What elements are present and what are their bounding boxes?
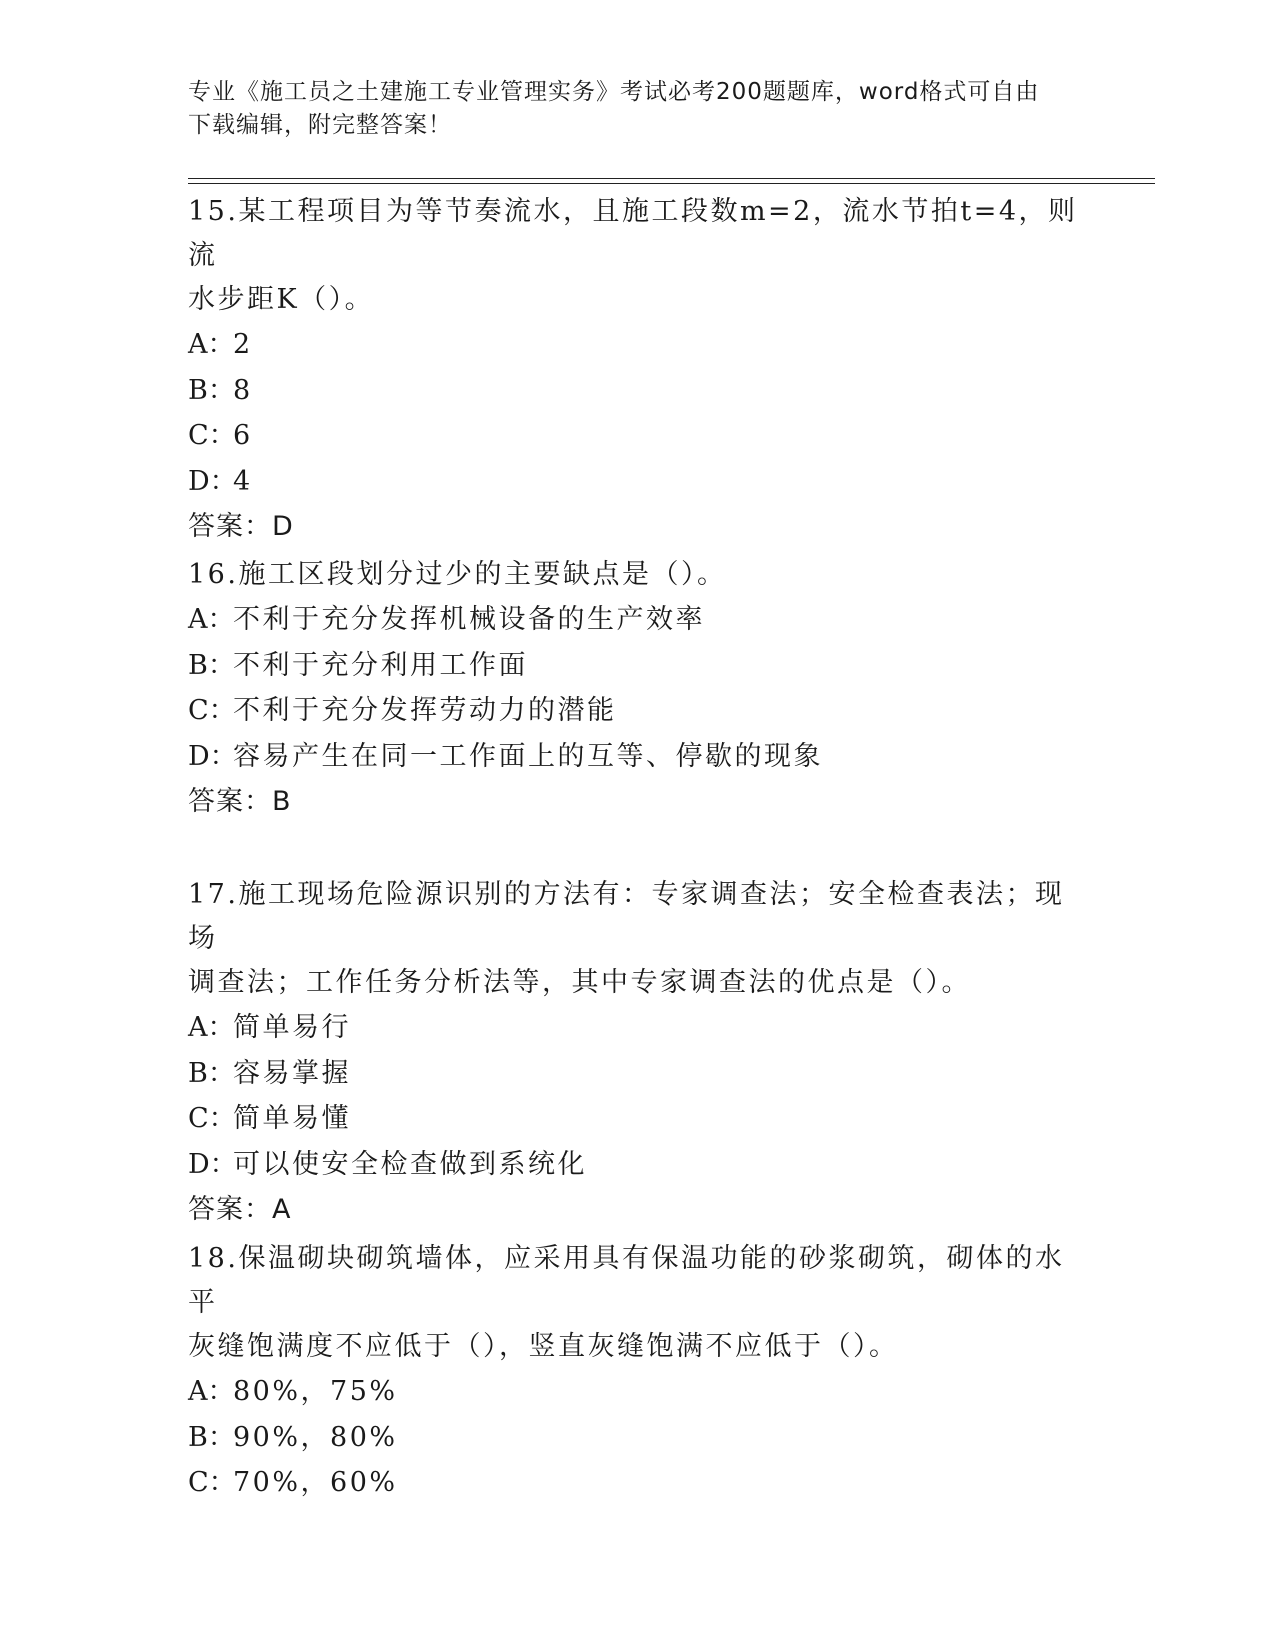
stem-line: 水步距K（）。 bbox=[188, 284, 375, 315]
option-key: A： bbox=[188, 1012, 235, 1043]
option-text: 简单易行 bbox=[233, 1012, 351, 1043]
document-header bbox=[188, 76, 1088, 142]
option-c bbox=[188, 1096, 1088, 1142]
option-d bbox=[188, 1142, 1088, 1188]
option-text: 90%，80% bbox=[233, 1421, 398, 1453]
question-stem bbox=[188, 873, 1088, 1005]
header-line-1: 专业《施工员之土建施工专业管理实务》考试必考200题题库，word格式可自由 bbox=[188, 79, 1040, 105]
answer-line: 答案：A bbox=[188, 1194, 292, 1225]
stem-line: 18.保温砌块砌筑墙体，应采用具有保温功能的砂浆砌筑，砌体的水平 bbox=[188, 1243, 1065, 1318]
option-b bbox=[188, 1415, 1088, 1461]
option-key: A： bbox=[188, 329, 235, 360]
option-text: 不利于充分发挥劳动力的潜能 bbox=[233, 695, 617, 726]
stem-line: 17.施工现场危险源识别的方法有：专家调查法；安全检查表法；现场 bbox=[188, 879, 1065, 954]
option-key: C： bbox=[188, 420, 236, 451]
option-key: A： bbox=[188, 604, 235, 635]
option-a bbox=[188, 597, 1088, 643]
option-text: 4 bbox=[233, 465, 253, 497]
answer-line: 答案：D bbox=[188, 511, 294, 542]
question-stem bbox=[188, 190, 1088, 322]
question-15 bbox=[188, 190, 1088, 550]
option-key: D： bbox=[188, 740, 237, 772]
answer-line: 答案：B bbox=[188, 786, 292, 817]
option-key: D： bbox=[188, 1148, 237, 1180]
option-text: 80%，75% bbox=[233, 1376, 398, 1407]
option-key: B： bbox=[188, 374, 235, 406]
option-text: 70%，60% bbox=[233, 1467, 398, 1498]
option-key: B： bbox=[188, 1057, 235, 1089]
stem-line: 调查法；工作任务分析法等，其中专家调查法的优点是（）。 bbox=[188, 967, 971, 998]
option-key: C： bbox=[188, 1467, 236, 1498]
stem-line: 灰缝饱满度不应低于（），竖直灰缝饱满不应低于（）。 bbox=[188, 1331, 899, 1362]
option-a bbox=[188, 322, 1088, 368]
question-16 bbox=[188, 553, 1088, 825]
stem-line: 16.施工区段划分过少的主要缺点是（）。 bbox=[188, 559, 727, 590]
question-17 bbox=[188, 873, 1088, 1233]
option-b bbox=[188, 368, 1088, 414]
stem-line: 15.某工程项目为等节奏流水，且施工段数m=2，流水节拍t=4，则流 bbox=[188, 196, 1078, 271]
option-key: D： bbox=[188, 465, 237, 497]
option-key: C： bbox=[188, 1103, 236, 1134]
option-text: 6 bbox=[233, 420, 253, 451]
header-line-2: 下载编辑，附完整答案！ bbox=[188, 112, 452, 138]
option-text: 8 bbox=[233, 374, 253, 406]
option-a bbox=[188, 1005, 1088, 1051]
option-c bbox=[188, 1460, 1088, 1506]
option-text: 容易掌握 bbox=[233, 1057, 351, 1089]
option-key: C： bbox=[188, 695, 236, 726]
option-d bbox=[188, 459, 1088, 505]
option-b bbox=[188, 643, 1088, 689]
option-text: 不利于充分发挥机械设备的生产效率 bbox=[233, 604, 705, 635]
option-b bbox=[188, 1051, 1088, 1097]
option-text: 可以使安全检查做到系统化 bbox=[233, 1148, 587, 1180]
question-18 bbox=[188, 1237, 1088, 1506]
option-c bbox=[188, 688, 1088, 734]
header-divider-top bbox=[188, 178, 1155, 179]
option-text: 简单易懂 bbox=[233, 1103, 351, 1134]
option-key: B： bbox=[188, 1421, 235, 1453]
header-divider-bottom bbox=[188, 183, 1155, 184]
option-text: 不利于充分利用工作面 bbox=[233, 649, 528, 681]
option-key: A： bbox=[188, 1376, 235, 1407]
question-stem bbox=[188, 1237, 1088, 1369]
option-d bbox=[188, 734, 1088, 780]
option-a bbox=[188, 1369, 1088, 1415]
question-stem bbox=[188, 553, 1088, 597]
option-key: B： bbox=[188, 649, 235, 681]
option-text: 容易产生在同一工作面上的互等、停歇的现象 bbox=[233, 740, 823, 772]
option-c bbox=[188, 413, 1088, 459]
option-text: 2 bbox=[233, 329, 253, 360]
